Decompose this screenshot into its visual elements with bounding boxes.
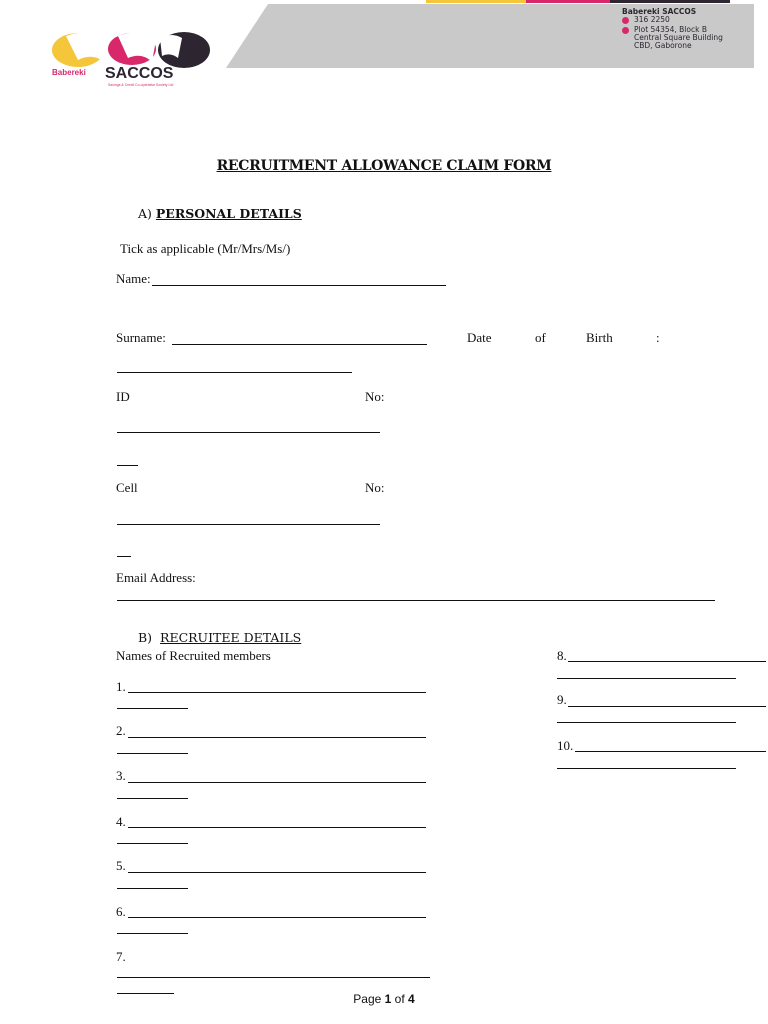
id-no-label: No: xyxy=(365,389,385,404)
tick-label: Tick as applicable (Mr/Mrs/Ms/) xyxy=(120,241,291,256)
phone-icon xyxy=(622,17,629,24)
dob-field[interactable] xyxy=(117,372,352,373)
phone-number: 316 2250 xyxy=(634,15,670,24)
dob-label-date: Date xyxy=(467,330,492,345)
members-label: Names of Recruited members xyxy=(116,648,271,663)
member-number-10: 10. xyxy=(557,738,574,753)
member-field-10-continued[interactable] xyxy=(557,768,736,769)
member-field-9-continued[interactable] xyxy=(557,722,736,723)
id-field[interactable] xyxy=(117,432,380,433)
member-field-10[interactable] xyxy=(575,751,766,752)
member-field-7[interactable] xyxy=(117,977,430,978)
member-field-9[interactable] xyxy=(568,706,766,707)
address-line-3: CBD, Gaborone xyxy=(634,41,692,50)
id-field-continued[interactable] xyxy=(117,465,138,466)
email-field[interactable] xyxy=(117,600,715,601)
member-field-8-continued[interactable] xyxy=(557,678,736,679)
member-number-5: 5. xyxy=(116,858,126,873)
member-field-3-continued[interactable] xyxy=(117,798,188,799)
member-field-4[interactable] xyxy=(128,827,426,828)
name-label: Name: xyxy=(116,271,151,286)
surname-label: Surname: xyxy=(116,330,166,345)
address-line-1: Plot 54354, Block B xyxy=(634,25,707,34)
member-field-6[interactable] xyxy=(128,917,426,918)
member-number-8: 8. xyxy=(557,648,567,663)
header-accent-yellow xyxy=(426,0,526,3)
section-a-heading: A) PERSONAL DETAILS xyxy=(138,206,302,221)
header-accent-dark xyxy=(610,0,730,3)
address-line-2: Central Square Building xyxy=(634,33,723,42)
cell-label: Cell xyxy=(116,480,138,495)
member-number-7: 7. xyxy=(116,949,126,964)
name-field[interactable] xyxy=(152,285,446,286)
email-label: Email Address: xyxy=(116,570,196,585)
id-label: ID xyxy=(116,389,130,404)
member-number-4: 4. xyxy=(116,814,126,829)
cell-field[interactable] xyxy=(117,524,380,525)
member-field-4-continued[interactable] xyxy=(117,843,188,844)
section-b-heading: B) RECRUITEE DETAILS xyxy=(138,630,302,645)
member-field-2-continued[interactable] xyxy=(117,753,188,754)
member-field-1-continued[interactable] xyxy=(117,708,188,709)
member-field-6-continued[interactable] xyxy=(117,933,188,934)
member-number-3: 3. xyxy=(116,768,126,783)
member-number-1: 1. xyxy=(116,679,126,694)
form-title: RECRUITMENT ALLOWANCE CLAIM FORM xyxy=(216,158,552,174)
surname-field[interactable] xyxy=(172,344,427,345)
contact-block xyxy=(622,8,752,50)
cell-no-label: No: xyxy=(365,480,385,495)
dob-label-of: of xyxy=(535,330,546,345)
member-field-3[interactable] xyxy=(128,782,426,783)
logo-word-babereki: Babereki xyxy=(52,68,86,77)
member-number-2: 2. xyxy=(116,723,126,738)
logo-tagline: Savings & Credit Co-operative Society Ltd xyxy=(108,83,174,87)
member-field-2[interactable] xyxy=(128,737,426,738)
location-pin-icon xyxy=(622,27,629,34)
dob-label-birth: Birth xyxy=(586,330,613,345)
member-field-8[interactable] xyxy=(568,661,766,662)
member-field-1[interactable] xyxy=(128,692,426,693)
member-number-9: 9. xyxy=(557,692,567,707)
member-field-5-continued[interactable] xyxy=(117,888,188,889)
member-number-6: 6. xyxy=(116,904,126,919)
member-field-5[interactable] xyxy=(128,872,426,873)
logo-word-saccos: SACCOS xyxy=(105,65,174,82)
org-name: Babereki SACCOS xyxy=(622,7,697,16)
dob-colon: : xyxy=(656,330,660,345)
page-indicator: Page 1 of 4 xyxy=(353,992,415,1006)
cell-field-continued[interactable] xyxy=(117,556,131,557)
